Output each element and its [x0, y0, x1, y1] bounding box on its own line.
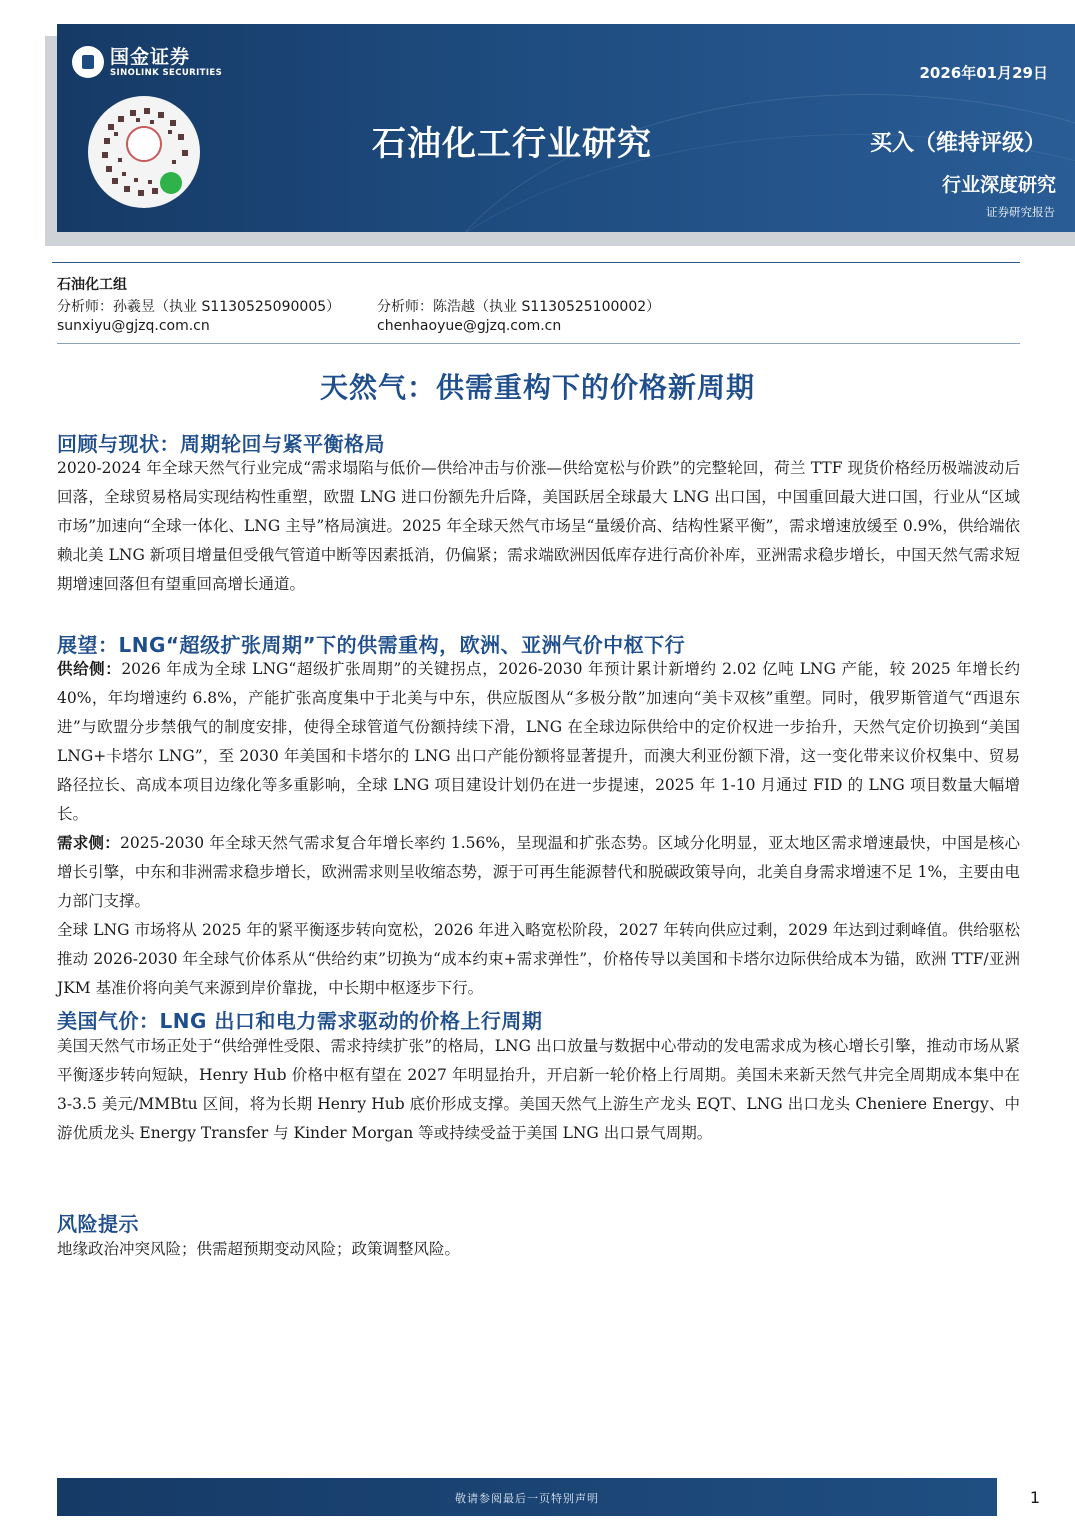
- divider: [52, 262, 1020, 263]
- logo-en: SINOLINK SECURITIES: [110, 68, 223, 78]
- analyst-2: 分析师：陈浩越（执业 S1130525100002）: [377, 299, 661, 315]
- demand-text: 2025-2030 年全球天然气需求复合年增长率约 1.56%，呈现温和扩张态势。区域分化明显，亚太地区需求增速最快，中国是核心增长引擎，中东和非洲需求稳步增长，欧洲需求则呈收缩态势，源于可再生能源替代和脱碳政策导向，北美自身需求增速不足 1%，主要由电力部门支撑。: [57, 834, 1020, 910]
- logo-cn: 国金证券: [110, 46, 191, 68]
- supply-text: 2026 年成为全球 LNG“超级扩张周期”的关键拐点，2026-2030 年预计累计新增约 2.02 亿吨 LNG 产能，较 2025 年增长约 40%，年均增速约 6.8%，产能扩张高度集中于北美与中东，供应版图从“多极分散”加速向“美卡双核”重塑。同时，俄罗斯管道气“西退东进”与欧盟分步禁俄气的制度安排，使得全球管道气份额持续下滑，LNG 在全球边际供给中的定价权进一步抬升，天然气定价切换到“美国 LNG+卡塔尔 LNG”，至 2030 年美国和卡塔尔的 LNG 出口产能份额将显著提升，而澳大利亚份额下滑，这一变化带来议价权集中、贸易路径拉长、高成本项目边缘化等多重影响，全球 LNG 项目建设计划仍在进一步提速，2025 年 1-10 月通过 FID 的 LNG 项目数量大幅增长。: [57, 660, 1020, 823]
- section-heading-us: 美国气价：LNG 出口和电力需求驱动的价格上行周期: [57, 1009, 543, 1033]
- report-type: 行业深度研究: [941, 174, 1056, 196]
- section-text-review: 2020-2024 年全球天然气行业完成“需求塌陷与低价—供给冲击与价涨—供给宽松与价跌”的完整轮回，荷兰 TTF 现货价格经历极端波动后回落，全球贸易格局实现结构性重塑，欧盟 LNG 进口份额先升后降，美国跃居全球最大 LNG 出口国，中国重回最大进口国，行业从“区域市场”加速向“全球一体化、LNG 主导”格局演进。2025 年全球天然气市场呈“量缓价高、结构性紧平衡”，需求增速放缓至 0.9%，供给端依赖北美 LNG 新项目增量但受俄气管道中断等因素抵消，仍偏紧；需求端欧洲因低库存进行高价补库，亚洲需求稳步增长，中国天然气需求短期增速回落但有望重回高增长通道。: [57, 459, 1020, 593]
- section-heading-risk: 风险提示: [57, 1212, 139, 1236]
- footer-disclaimer-note: 敬请参阅最后一页特别声明: [455, 1492, 599, 1505]
- mini-program-qr-icon: [88, 96, 200, 208]
- section-text-market: 全球 LNG 市场将从 2025 年的紧平衡逐步转向宽松，2026 年进入略宽松阶段，2027 年转向供应过剩，2029 年达到过剩峰值。供给驱松推动 2026-2030 年全球气价体系从“供给约束”切换为“成本约束+需求弹性”，价格传导以美国和卡塔尔边际供给成本为锚，欧洲 TTF/亚洲 JKM 基准价将向美气来源到岸价靠拢，中长期中枢逐步下行。: [57, 921, 1020, 997]
- logo-mark-icon: [72, 46, 104, 78]
- analyst-1-email[interactable]: sunxiyu@gjzq.com.cn: [57, 318, 210, 334]
- section-heading-outlook: 展望：LNG“超级扩张周期”下的供需重构，欧洲、亚洲气价中枢下行: [57, 633, 686, 657]
- mini-program-badge-icon: [160, 172, 182, 194]
- report-kind: 证券研究报告: [986, 205, 1055, 219]
- section-heading-review: 回顾与现状：周期轮回与紧平衡格局: [57, 432, 385, 456]
- divider: [57, 343, 1020, 344]
- industry-title: 石油化工行业研究: [372, 124, 652, 164]
- demand-lead: 需求侧：: [57, 834, 121, 852]
- analyst-2-email[interactable]: chenhaoyue@gjzq.com.cn: [377, 318, 562, 334]
- section-text-supply: [57, 655, 1020, 829]
- section-text-risk: 地缘政治冲突风险；供需超预期变动风险；政策调整风险。: [57, 1240, 461, 1258]
- supply-lead: 供给侧：: [57, 660, 122, 678]
- qr-center-logo-icon: [126, 126, 162, 162]
- report-date: 2026年01月29日: [919, 64, 1048, 82]
- research-group: 石油化工组: [57, 277, 127, 293]
- company-logo: [72, 46, 222, 78]
- page-number: 1: [1029, 1488, 1041, 1507]
- rating: 买入（维持评级）: [869, 131, 1046, 156]
- section-text-us: 美国天然气市场正处于“供给弹性受限、需求持续扩张”的格局，LNG 出口放量与数据中心带动的发电需求成为核心增长引擎，推动市场从紧平衡逐步转向短缺，Henry Hub 价格中枢有望在 2027 年明显抬升，开启新一轮价格上行周期。美国未来新天然气井完全周期成本集中在 3-3.5 美元/MMBtu 区间，将为长期 Henry Hub 底价形成支撑。美国天然气上游生产龙头 EQT、LNG 出口龙头 Cheniere Energy、中游优质龙头 Energy Transfer 与 Kinder Morgan 等或持续受益于美国 LNG 出口景气周期。: [57, 1037, 1020, 1142]
- report-title: 天然气：供需重构下的价格新周期: [319, 371, 755, 404]
- analyst-1: 分析师：孙羲昱（执业 S1130525090005）: [57, 299, 341, 315]
- section-text-demand: [57, 829, 1020, 916]
